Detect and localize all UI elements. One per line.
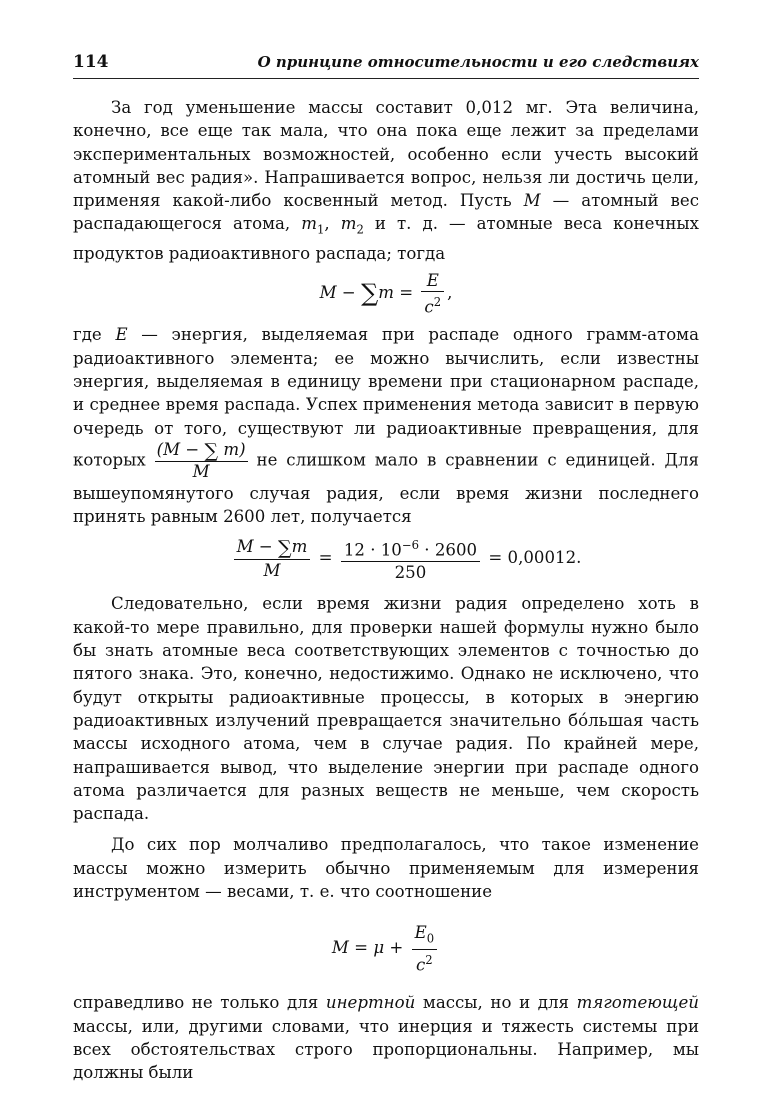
- inline-frac-numerator: [155, 440, 248, 462]
- eq3-E: E: [414, 922, 427, 942]
- eq3-mu: μ: [373, 938, 385, 958]
- eq3-equals: =: [348, 938, 374, 958]
- p5-text-2: массы, но и для: [415, 993, 577, 1013]
- eq2-num-1: [234, 536, 311, 560]
- eq2-num-M: M −: [236, 537, 279, 557]
- eq2-num-m: m: [291, 537, 308, 557]
- var-E: E: [115, 325, 128, 345]
- eq2-fraction-1: [234, 536, 311, 581]
- paragraph-1: [73, 96, 699, 265]
- page-header: [73, 52, 699, 79]
- eq2-equals: =: [313, 548, 338, 568]
- paragraph-4: До сих пор молчаливо предполагалось, что такое изменение массы можно измерить обычно применяемым для измерения инструментом — весами, т. е. что соотношение: [73, 835, 699, 902]
- eq3-M: M: [331, 938, 349, 958]
- equation-2: [73, 532, 699, 584]
- paragraph-5: [73, 991, 699, 1084]
- eq1-denominator: [421, 292, 444, 318]
- p1-text-3: и т. д. — атомные веса конечных продуктов радиоактивного распада; тогда: [73, 214, 699, 264]
- sub-2: 2: [356, 222, 364, 237]
- var-m2: m: [340, 214, 357, 234]
- eq1-exp: 2: [433, 295, 442, 310]
- eq3-fraction: [412, 922, 438, 976]
- var-M: M: [523, 191, 541, 211]
- eq1-M: M: [319, 283, 337, 303]
- inline-sum-sign: ∑: [204, 439, 219, 462]
- paragraph-2: [73, 323, 699, 528]
- eq2-den-2: 250: [394, 562, 427, 582]
- p5-text-3: массы, или, другими словами, что инерция и тяжесть системы при всех обстоятельствах строго пропорциональны. Например, мы должны были: [73, 1016, 699, 1083]
- eq3-plus: +: [384, 938, 409, 958]
- eq1-sum-sign: ∑: [361, 279, 379, 308]
- eq1-numerator: E: [421, 270, 444, 292]
- eq1-minus: −: [336, 283, 362, 303]
- eq2-num2-exp: −6: [401, 538, 419, 553]
- body-text: [73, 96, 699, 1085]
- inline-frac-denominator: M: [192, 461, 210, 481]
- eq2-num2-b: · 2600: [419, 540, 478, 560]
- eq3-numerator: [412, 922, 438, 950]
- inline-frac-open: (M −: [156, 439, 205, 459]
- p5-text-1: справедливо не только для: [73, 993, 326, 1013]
- eq3-denominator: [412, 950, 438, 976]
- eq1-m: m: [378, 283, 394, 303]
- equation-3: [73, 921, 699, 975]
- running-title: О принципе относительности и его следствиях: [257, 53, 699, 71]
- emphasis-inertial: инертной: [325, 993, 416, 1013]
- p2-text-3: не слишком мало в сравнении с единицей. Для вышеупомянутого случая радия, если время жизни последнего принять равным 2600 лет, получается: [73, 450, 699, 527]
- equation-1: [73, 267, 699, 319]
- page: [73, 52, 699, 1085]
- eq1-equals: =: [393, 283, 419, 303]
- paragraph-3: Следовательно, если время жизни радия определено хоть в какой-то мере правильно, для проверки нашей формулы нужно было бы знать атомные веса соответствующих элементов с точностью до пятого знака. Это, конечно, недостижимо. Однако не исключено, что будут открыты радиоактивные процессы, в которых в энергию радиоактивных излучений превращается значительно бо́льшая часть массы исходного атома, чем в случае радия. По крайней мере, напрашивается вывод, что выделение энергии при распаде одного атома различается для разных веществ не меньше, чем скорость распада.: [73, 594, 699, 824]
- inline-frac-close: m): [218, 439, 246, 459]
- eq1-comma: ,: [447, 283, 453, 303]
- p1-text-2: — атомный вес распадающегося атома,: [73, 191, 699, 234]
- emphasis-gravitating: тяготеющей: [576, 993, 699, 1013]
- eq2-fraction-2: [341, 535, 480, 583]
- eq2-num2-a: 12 · 10: [343, 540, 402, 560]
- var-m1: m: [301, 214, 317, 234]
- page-number: 114: [73, 52, 109, 72]
- p1-text: За год уменьшение массы составит 0,012 мг. Эта величина, конечно, все еще так мала, что она пока еще лежит за пределами экспериментальных возможностей, особенно если учесть высокий атомный вес радия». Напрашивается вопрос, нельзя ли достичь цели, применяя какой-либо косвенный метод. Пусть: [73, 98, 699, 211]
- sub-1: 1: [316, 222, 325, 237]
- p2-text-1: где: [73, 325, 116, 345]
- eq2-num-2: [341, 535, 480, 562]
- eq3-sub: 0: [426, 931, 435, 946]
- eq2-sum-sign: ∑: [278, 537, 292, 560]
- eq3-c: c: [416, 955, 426, 975]
- eq2-result: = 0,00012.: [483, 548, 582, 568]
- eq3-exp: 2: [425, 953, 433, 968]
- eq2-den-1: M: [263, 561, 281, 581]
- p2-text-2: — энергия, выделяемая при распаде одного грамм-атома радиоактивного элемента; ее можно вычислить, если известны энергия, выделяемая в единицу времени при стационарном распаде, и среднее время распада. Успех применения метода зависит в первую очередь от того, существуют ли радиоактивные превращения, для которых: [73, 325, 699, 470]
- eq1-c: c: [424, 297, 434, 317]
- comma: ,: [324, 214, 341, 234]
- eq1-fraction: [421, 270, 444, 318]
- inline-fraction: [155, 440, 248, 482]
